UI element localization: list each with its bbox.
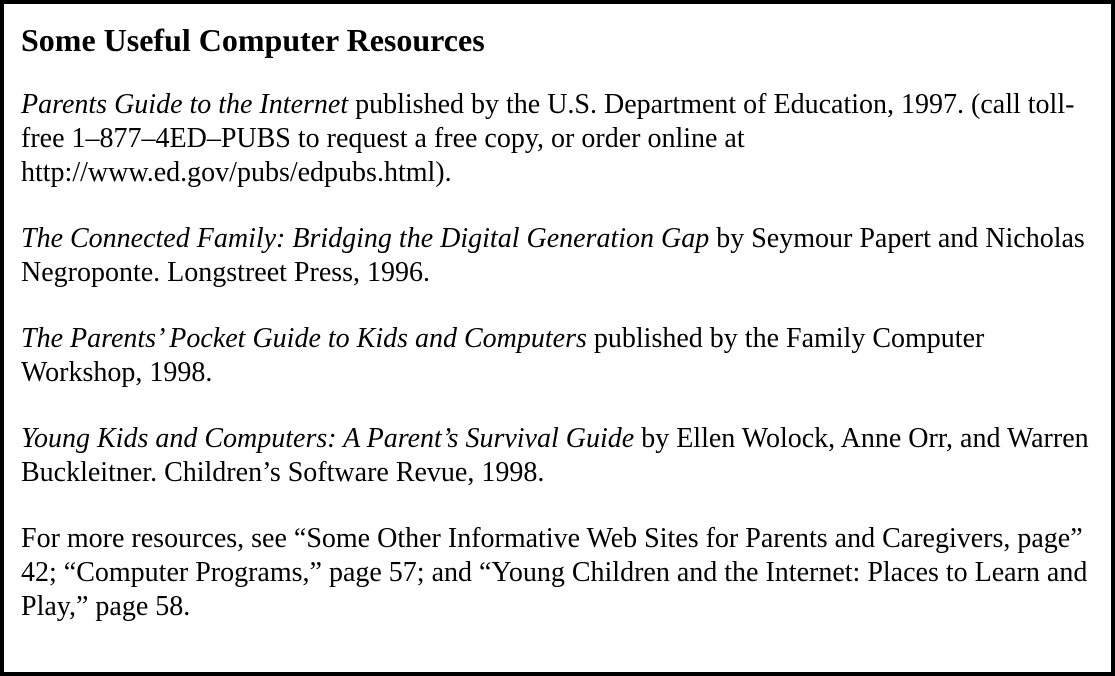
resource-description: published by the Family Computer Workshop, 1998. (21, 323, 985, 388)
resource-title: The Parents’ Pocket Guide to Kids and Computers (21, 323, 587, 354)
resource-description: by Ellen Wolock, Anne Orr, and Warren Buckleitner. Children’s Software Revue, 1998. (21, 423, 1089, 488)
closing-note-text: For more resources, see “Some Other Informative Web Sites for Parents and Caregivers, page” 42; “Computer Programs,” page 57; and “Young Children and the Internet: Places to Learn and Play,” page 58. (21, 523, 1088, 622)
resource-description: published by the U.S. Department of Education, 1997. (call toll-free 1–877–4ED–PUBS to request a free copy, or order online at http://www.ed.gov/pubs/edpubs.html). (21, 89, 1075, 188)
resource-entry (21, 322, 1091, 390)
resource-entry (21, 422, 1091, 490)
resource-description: by Seymour Papert and Nicholas Negroponte. Longstreet Press, 1996. (21, 223, 1085, 288)
closing-note (21, 522, 1091, 624)
resource-title: The Connected Family: Bridging the Digital Generation Gap (21, 223, 710, 254)
resource-title: Young Kids and Computers: A Parent’s Survival Guide (21, 423, 635, 454)
resource-entry (21, 88, 1091, 190)
section-title: Some Useful Computer Resources (21, 22, 485, 58)
resource-title: Parents Guide to the Internet (21, 89, 349, 120)
resource-entry (21, 222, 1091, 290)
